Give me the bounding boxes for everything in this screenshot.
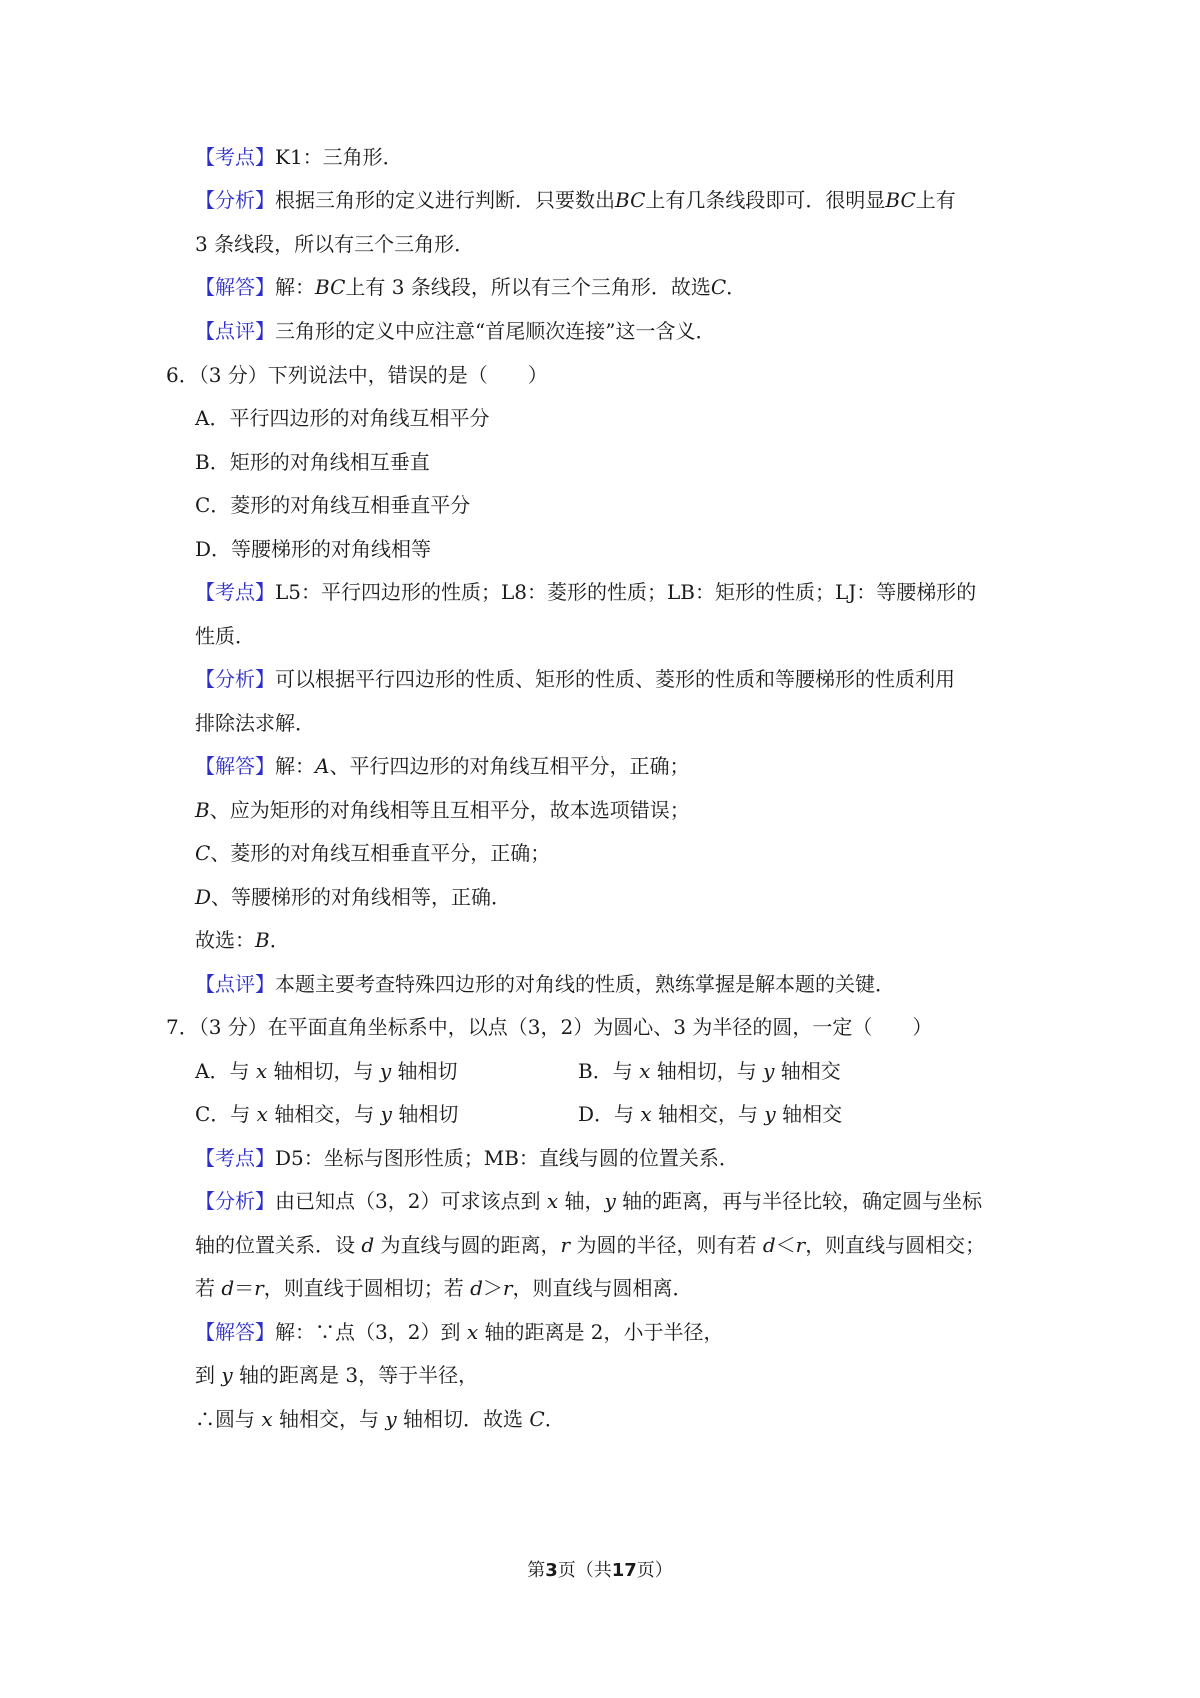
q6-jieda-line2: B、应为矩形的对角线相等且互相平分，故本选项错误； (195, 798, 690, 822)
q6-kaodian-line2: 性质． (195, 624, 255, 648)
q6-dianping: 【点评】本题主要考查特殊四边形的对角线的性质，熟练掌握是解本题的关键． (195, 972, 895, 996)
q6-fenxi-line1: 【分析】可以根据平行四边形的性质、矩形的性质、菱形的性质和等腰梯形的性质利用 (195, 667, 955, 691)
q6-guxuan: 故选：B． (195, 928, 290, 952)
q7-option-c: C．与 x 轴相交，与 y 轴相切 (195, 1102, 459, 1126)
tag-kaodian: 【考点】 (195, 580, 275, 604)
tag-fenxi: 【分析】 (195, 1189, 275, 1213)
page-footer: 第3页（共17页） (527, 1560, 673, 1581)
tag-jieda: 【解答】 (195, 754, 275, 778)
q5-fenxi-line1: 【分析】根据三角形的定义进行判断．只要数出BC上有几条线段即可．很明显BC上有 (195, 188, 956, 212)
page-total: 17 (611, 1560, 637, 1581)
q7-stem: 7．（3 分）在平面直角坐标系中，以点（3，2）为圆心、3 为半径的圆，一定（ ） (166, 1015, 933, 1039)
q5-dianping: 【点评】三角形的定义中应注意“首尾顺次连接”这一含义． (195, 319, 716, 343)
tag-kaodian: 【考点】 (195, 1146, 275, 1170)
q6-kaodian-line1: 【考点】L5：平行四边形的性质；L8：菱形的性质；LB：矩形的性质；LJ：等腰梯形的 (195, 580, 977, 604)
q7-fenxi-line1: 【分析】由已知点（3，2）可求该点到 x 轴，y 轴的距离，再与半径比较，确定圆与坐标 (195, 1189, 983, 1213)
q7-option-a: A．与 x 轴相切，与 y 轴相切 (195, 1059, 458, 1083)
q6-option-c: C．菱形的对角线互相垂直平分 (195, 493, 471, 517)
q6-option-a: A．平行四边形的对角线互相平分 (195, 406, 490, 430)
q7-option-d: D．与 x 轴相交，与 y 轴相交 (578, 1102, 843, 1126)
q7-jieda-line2: 到 y 轴的距离是 3，等于半径， (195, 1363, 479, 1387)
q7-jieda-line3: ∴圆与 x 轴相交，与 y 轴相切．故选 C． (195, 1407, 565, 1431)
q6-stem: 6．（3 分）下列说法中，错误的是（ ） (166, 363, 548, 387)
tag-jieda: 【解答】 (195, 275, 275, 299)
tag-kaodian: 【考点】 (195, 145, 275, 169)
tag-jieda: 【解答】 (195, 1320, 275, 1344)
q7-option-b: B．与 x 轴相切，与 y 轴相交 (578, 1059, 841, 1083)
tag-dianping: 【点评】 (195, 319, 275, 343)
tag-fenxi: 【分析】 (195, 188, 275, 212)
tag-dianping: 【点评】 (195, 972, 275, 996)
q6-option-b: B．矩形的对角线相互垂直 (195, 450, 430, 474)
q6-fenxi-line2: 排除法求解． (195, 711, 315, 735)
q6-option-d: D．等腰梯形的对角线相等 (195, 537, 432, 561)
page-number: 3 (545, 1560, 558, 1581)
q7-fenxi-line2: 轴的位置关系．设 d 为直线与圆的距离，r 为圆的半径，则有若 d＜r，则直线与圆相交； (195, 1233, 986, 1257)
q5-fenxi-line2: 3 条线段，所以有三个三角形． (195, 232, 475, 256)
q7-fenxi-line3: 若 d＝r，则直线于圆相切；若 d＞r，则直线与圆相离． (195, 1276, 693, 1300)
q6-jieda-line3: C、菱形的对角线互相垂直平分，正确； (195, 841, 551, 865)
tag-fenxi: 【分析】 (195, 667, 275, 691)
q6-jieda-line4: D、等腰梯形的对角线相等，正确． (195, 885, 512, 909)
q7-jieda-line1: 【解答】解：∵点（3，2）到 x 轴的距离是 2，小于半径， (195, 1320, 724, 1344)
q5-kaodian: 【考点】K1：三角形． (195, 145, 403, 169)
q7-kaodian: 【考点】D5：坐标与图形性质；MB：直线与圆的位置关系． (195, 1146, 739, 1170)
q6-jieda-line1: 【解答】解：A、平行四边形的对角线互相平分，正确； (195, 754, 690, 778)
q5-jieda: 【解答】解：BC上有 3 条线段，所以有三个三角形．故选C． (195, 275, 747, 299)
